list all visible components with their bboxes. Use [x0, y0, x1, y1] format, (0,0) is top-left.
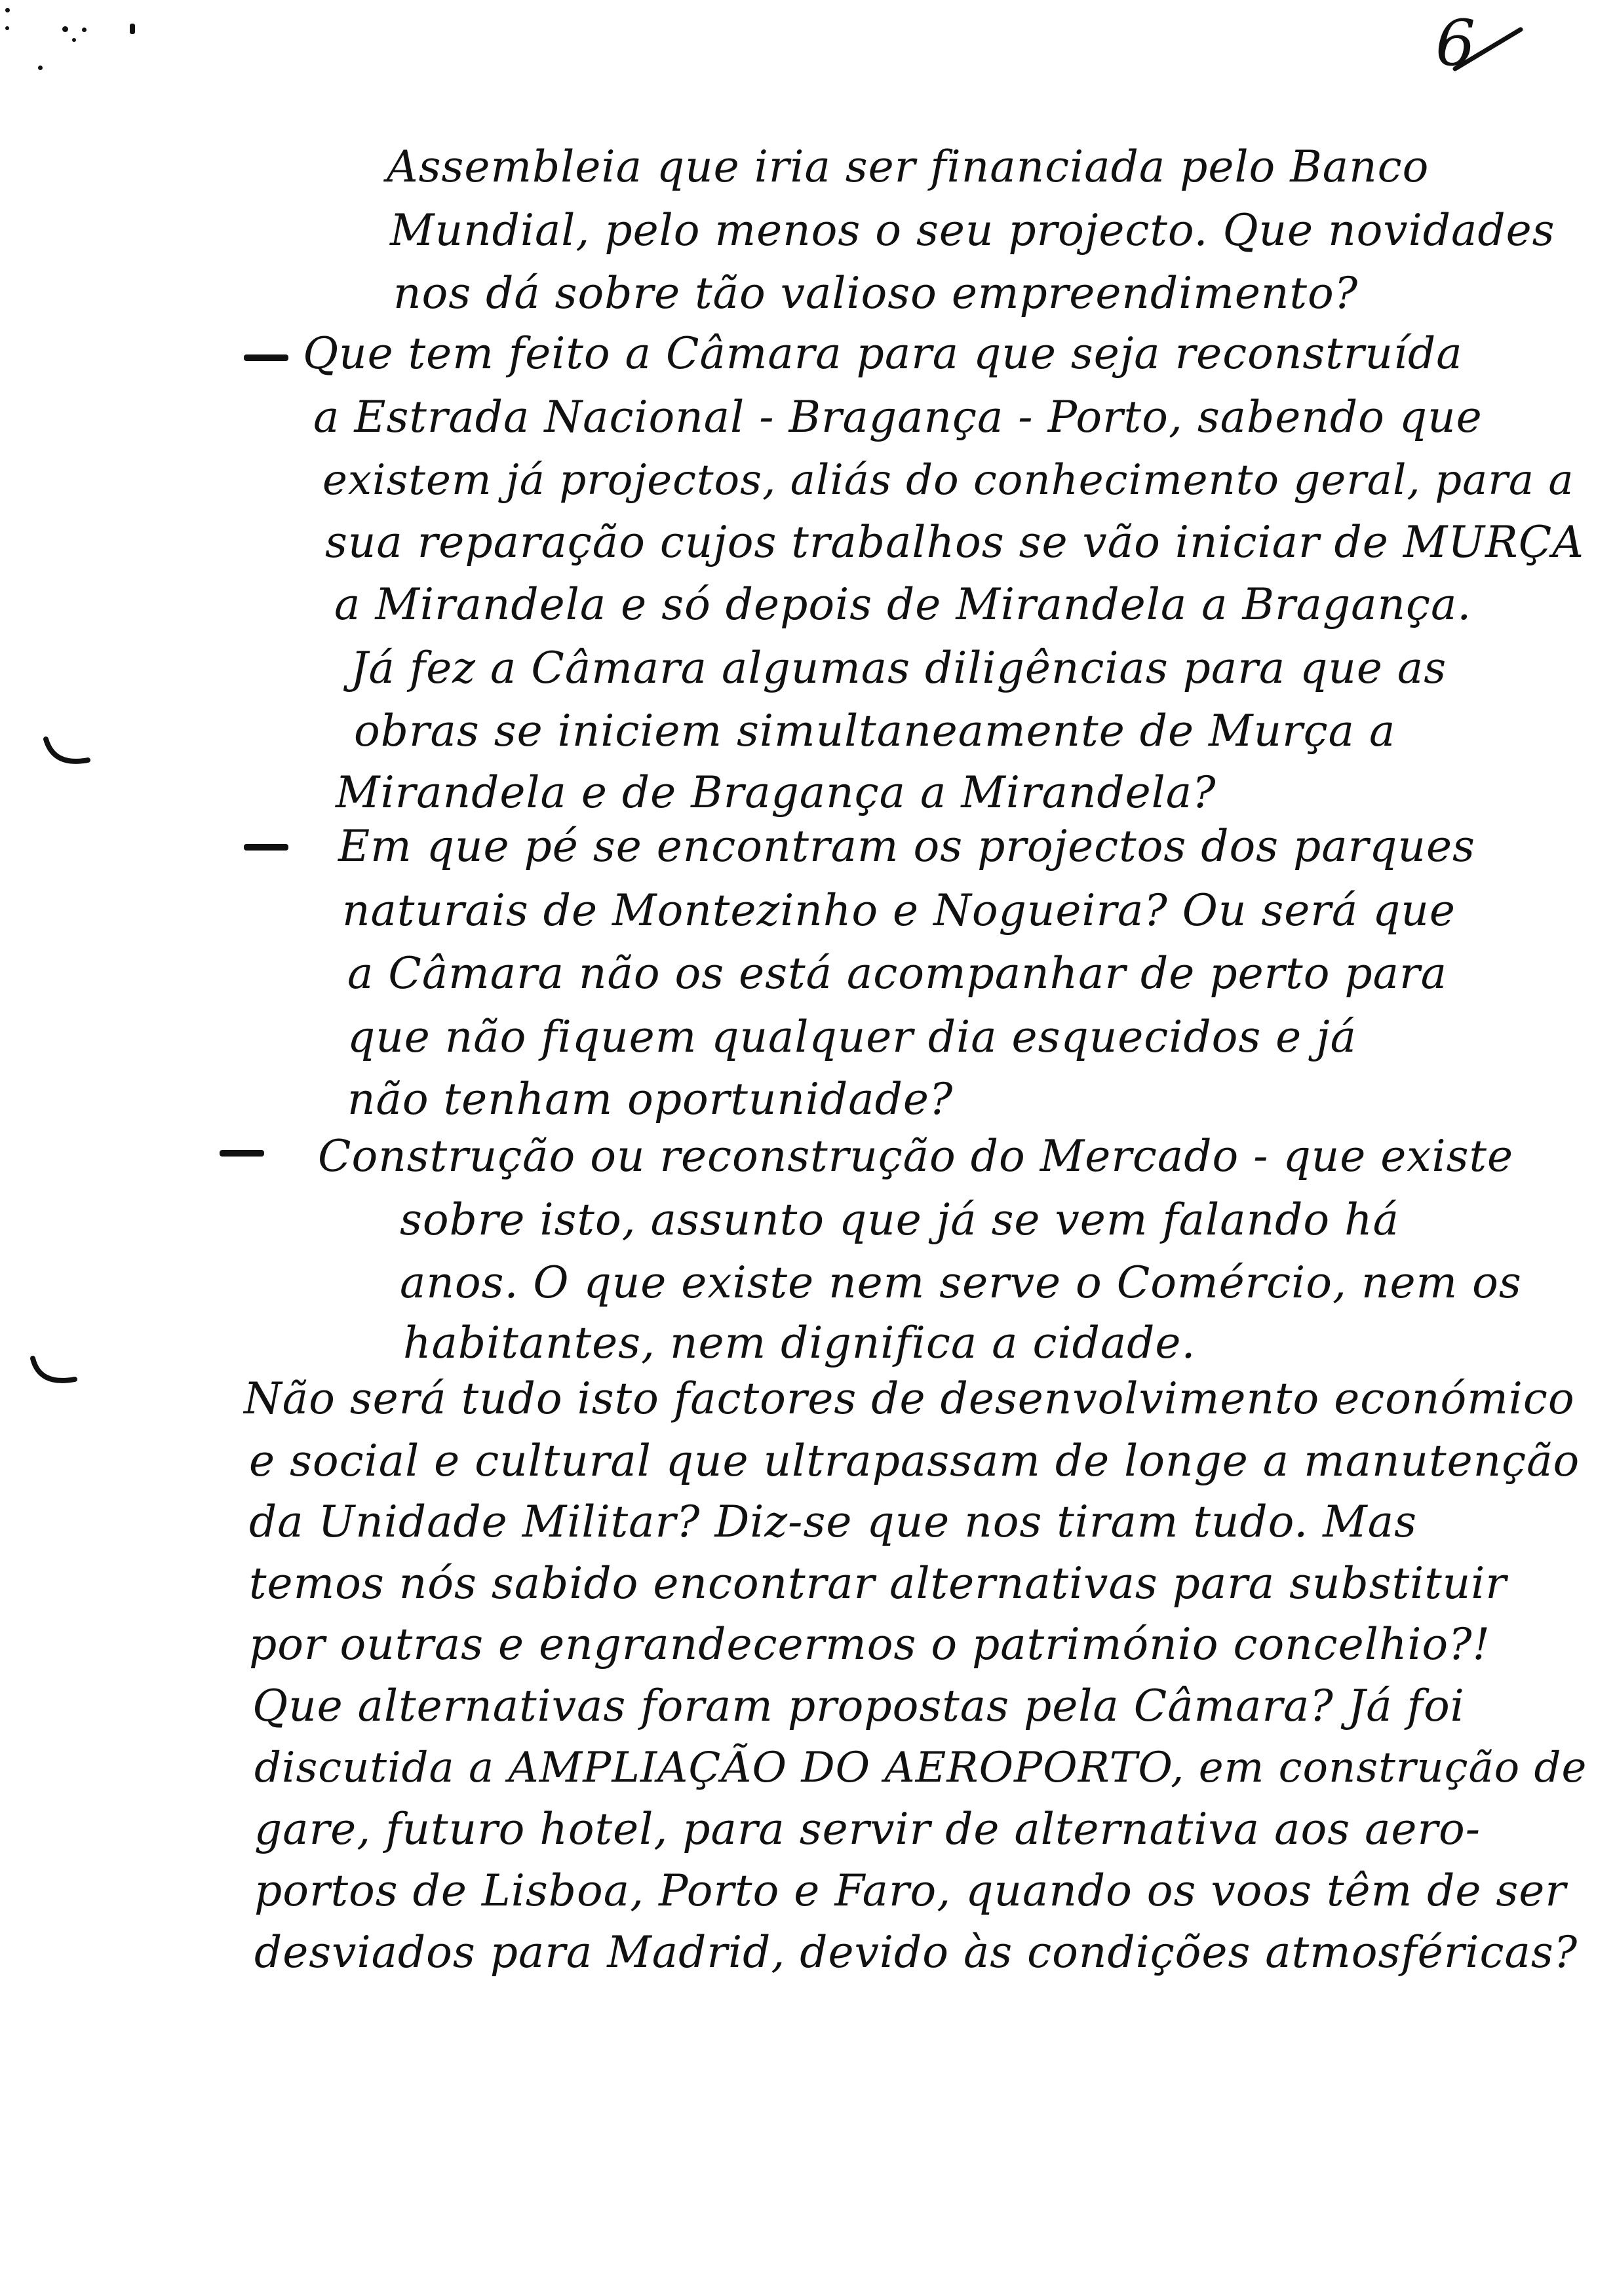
text-line: obras se iniciem simultaneamente de Murça a	[354, 706, 1396, 756]
text-line: desviados para Madrid, devido às condições atmosféricas?	[254, 1927, 1578, 1978]
punch-hole-mark-icon	[28, 1353, 80, 1392]
text-line: sua reparação cujos trabalhos se vão iniciar de MURÇA	[325, 517, 1584, 567]
text-line: Assembleia que iria ser financiada pelo Banco	[387, 142, 1430, 192]
text-line: Já fez a Câmara algumas diligências para que as	[351, 643, 1447, 693]
text-line: portos de Lisboa, Porto e Faro, quando os voos têm de ser	[254, 1866, 1566, 1916]
text-line: temos nós sabido encontrar alternativas para substituir	[249, 1558, 1507, 1609]
text-line: gare, futuro hotel, para servir de alternativa aos aero-	[254, 1804, 1481, 1854]
text-line: Que tem feito a Câmara para que seja reconstruída	[303, 328, 1463, 379]
text-line: discutida a AMPLIAÇÃO DO AEROPORTO, em construção de	[254, 1744, 1587, 1792]
scan-speck	[38, 66, 43, 70]
scan-speck	[62, 26, 68, 32]
text-line: existem já projectos, aliás do conhecimento geral, para a	[322, 456, 1574, 505]
text-line: a Mirandela e só depois de Mirandela a Bragança.	[334, 579, 1472, 630]
scan-speck	[5, 8, 10, 12]
text-line: Mirandela e de Bragança a Mirandela?	[336, 767, 1216, 818]
text-line: e social e cultural que ultrapassam de longe a manutenção	[249, 1436, 1580, 1486]
bullet-dash	[244, 844, 288, 851]
text-line: não tenham oportunidade?	[347, 1074, 954, 1124]
text-line: Em que pé se encontram os projectos dos parques	[338, 821, 1475, 871]
text-line: Mundial, pelo menos o seu projecto. Que novidades	[390, 205, 1555, 256]
text-line: Não será tudo isto factores de desenvolvimento económico	[244, 1373, 1575, 1424]
text-line: a Estrada Nacional - Bragança - Porto, sabendo que	[313, 392, 1483, 442]
bullet-dash	[220, 1150, 264, 1157]
text-line: da Unidade Militar? Diz-se que nos tiram tudo. Mas	[249, 1497, 1417, 1547]
scan-speck	[130, 24, 135, 34]
scan-speck	[5, 26, 9, 30]
text-line: habitantes, nem dignifica a cidade.	[403, 1318, 1196, 1368]
text-line: Construção ou reconstrução do Mercado - que existe	[318, 1131, 1514, 1181]
page-number: 6	[1435, 7, 1477, 80]
page-number-underline-icon	[1452, 26, 1524, 72]
text-line: anos. O que existe nem serve o Comércio, nem os	[400, 1257, 1522, 1308]
text-line: nos dá sobre tão valioso empreendimento?	[393, 268, 1359, 318]
scan-speck	[72, 38, 76, 42]
text-line: por outras e engrandecermos o património concelhio?!	[249, 1619, 1491, 1670]
text-line: a Câmara não os está acompanhar de perto para	[347, 948, 1447, 999]
text-line: Que alternativas foram propostas pela Câmara? Já foi	[252, 1681, 1465, 1731]
text-line: naturais de Montezinho e Nogueira? Ou será que	[342, 885, 1456, 936]
scan-speck	[82, 28, 87, 32]
text-line: sobre isto, assunto que já se vem falando há	[400, 1195, 1399, 1245]
punch-hole-mark-icon	[41, 734, 93, 773]
text-line: que não fiquem qualquer dia esquecidos e já	[347, 1012, 1357, 1062]
bullet-dash	[244, 354, 288, 361]
